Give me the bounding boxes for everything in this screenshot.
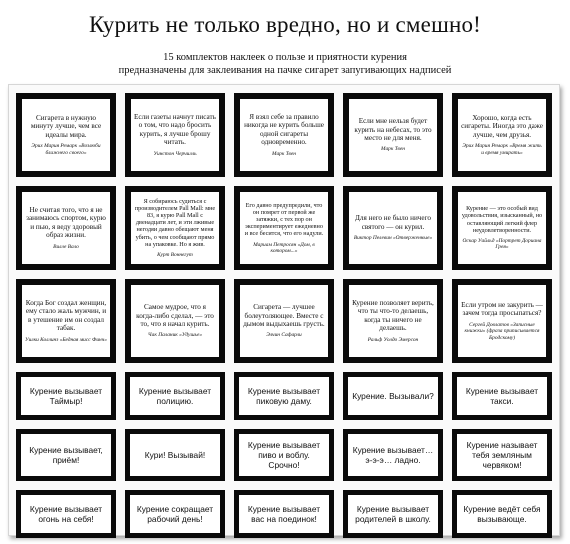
phrase-text: Курение вызывает… э-э-э… ладно. [352,445,434,465]
quote-author: Курт Воннегут [157,252,193,258]
quote-text: Когда Бог создал женщин, ему стало жаль мужчин, и в утешение им он создал табак. [25,298,107,333]
quote-author: Марк Твен [272,150,296,157]
quote-text: Если мне нельзя будет курить на небесах, то это место не для меня. [354,117,432,142]
phrase-text: Курение вызывает, приём! [29,445,103,465]
sticker-sheet [8,84,560,536]
phrase-sticker [125,372,225,420]
quote-text: Курение позволяет верить, что ты что-то делаешь, когда ты ничего не делаешь. [352,298,434,333]
quote-text: Для него не было ничего святого — он курил. [355,214,431,231]
quote-author: Элчин Сафарли [266,332,302,339]
quote-sticker [343,279,443,363]
phrase-sticker [16,490,116,538]
phrase-sticker [125,429,225,481]
quote-sticker [234,279,334,363]
quote-sticker [234,186,334,270]
quote-text: Не считая того, что я не занимаюсь спортом, курю и пью, я веду здоровый образ жизни. [26,205,106,240]
quote-author: Вилле Вало [53,243,79,250]
quote-text: Его давно предупредили, что он помрет от первой же затяжки, с тех пор он экспериментирует ежедневно и все бесится, что его надули. [244,201,324,238]
quote-author: Сергей Довлатов «Записные книжки» (фраза приписывается Бродскому) [464,321,540,341]
phrase-sticker [343,429,443,481]
quote-author: Виктор Пелевин «Отверженные» [353,235,433,242]
phrase-text: Курение вызывает вас на поединок! [247,504,321,524]
phrase-text: Курение вызывает родителей в школу. [355,504,431,524]
quote-sticker [234,93,334,177]
quote-sticker [343,93,443,177]
phrase-text: Курение вызывает огонь на себя! [29,504,103,524]
phrase-sticker [234,490,334,538]
quote-sticker [16,186,116,270]
quote-sticker [125,186,225,270]
quote-author: Уилки Коллинз «Бедная мисс Финч» [25,336,107,343]
quote-text: Самое мудрое, что я когда-либо сделал, — это то, что я начал курить. [136,303,214,328]
phrase-text: Курение ведёт себя вызывающе. [463,504,541,524]
phrase-sticker [16,429,116,481]
page-title: Курить не только вредно, но и смешно! [88,12,482,37]
quote-sticker [452,279,552,363]
phrase-sticker [452,429,552,481]
quote-text: Если газеты начнут писать о том, что надо бросить курить, я лучше брошу читать. [134,112,216,147]
quote-author: Мариам Петросян «Дом, в котором...» [253,241,315,254]
sticker-grid [16,93,552,538]
quote-author: Ральф Уолдо Эмерсон [367,336,419,343]
quote-text: Я собираюсь судиться с производителем Pall Mall: мне 83, я курю Pall Mall с двенадцати лет, и эти лживые негодяи давно обещают меня убить, о чем сообщают прямо на упаковке. Но я жив. [134,197,216,248]
phrase-text: Курение. Вызывали? [352,391,434,401]
phrase-sticker [234,372,334,420]
phrase-text: Курение вызывает полицию. [138,386,212,406]
phrase-sticker [125,490,225,538]
subtitle-line: предназначены для заклеивания на пачке сигарет запугивающих надписей [118,65,452,76]
quote-author: Марк Твен [381,146,405,153]
quote-author: Чак Паланик «Удушье» [147,332,203,339]
phrase-sticker [452,372,552,420]
page-subtitle [0,51,570,77]
quote-sticker [125,279,225,363]
quote-author: Оскар Уайльд «Портрет Дориана Грея» [462,238,542,251]
phrase-text: Курение вызывает пиво и воблу. Срочно! [247,440,321,470]
quote-text: Я взял себе за правило никогда не курить больше одной сигареты одновременно. [244,112,324,147]
quote-sticker [125,93,225,177]
quote-text: Если утром не закурить — зачем тогда просыпаться? [461,300,543,318]
quote-sticker [16,279,116,363]
phrase-text: Курение называет тебя земляным червяком! [466,440,538,470]
phrase-sticker [343,490,443,538]
quote-author: Эрих Мария Ремарк «Время жить и время умирать» [462,143,542,156]
quote-author: Уинстон Черчилль [153,150,197,157]
quote-text: Сигарета — лучшее болеутоляющее. Вместе с дымом выдыхаешь грусть. [243,303,325,328]
quote-sticker [452,93,552,177]
phrase-sticker [452,490,552,538]
phrase-text: Курение вызывает пиковую даму. [247,386,321,406]
quote-text: Курение — это особый вид удовольствия, изысканный, но оставляющий легкий флер неудовлетворенности. [461,205,543,234]
phrase-text: Курение сокращает рабочий день! [136,504,214,524]
phrase-sticker [16,372,116,420]
phrase-sticker [343,372,443,420]
subtitle-line: 15 комплектов наклеек о пользе и приятности курения [163,52,407,63]
quote-text: Хорошо, когда есть сигареты. Иногда это даже лучше, чем друзья. [461,113,543,139]
quote-author: Эрих Мария Ремарк «Возлюби ближнего своего» [31,143,101,156]
phrase-sticker [234,429,334,481]
quote-text: Сигарета в нужную минуту лучше, чем все идеалы мира. [30,113,102,139]
quote-sticker [16,93,116,177]
quote-sticker [343,186,443,270]
phrase-text: Курение вызывает Таймыр! [29,386,103,406]
phrase-text: Курение вызывает такси. [465,386,539,406]
quote-sticker [452,186,552,270]
phrase-text: Кури! Вызывай! [144,450,206,460]
